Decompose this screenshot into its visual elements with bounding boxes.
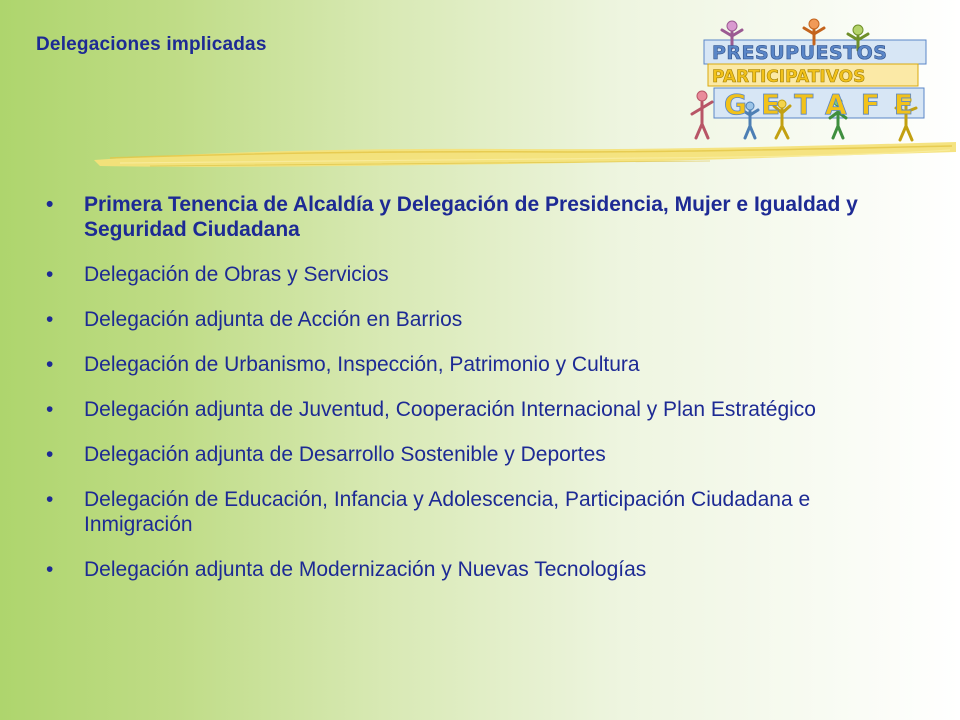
list-item-text: Delegación de Educación, Infancia y Adolescencia, Participación Ciudadana e Inmigración	[84, 488, 811, 536]
bullet-icon: •	[46, 308, 54, 331]
svg-text:PARTICIPATIVOS: PARTICIPATIVOS	[712, 67, 866, 87]
decorative-brush-stroke	[90, 138, 960, 178]
list-item-text: Delegación de Urbanismo, Inspección, Patrimonio y Cultura	[84, 353, 640, 376]
bullet-icon: •	[46, 558, 54, 581]
slide-title: Delegaciones implicadas	[36, 34, 267, 55]
list-item	[46, 397, 906, 422]
presupuestos-participativos-logo	[680, 14, 948, 146]
svg-text:GETAFE: GETAFE	[724, 88, 927, 121]
delegations-list	[46, 192, 906, 602]
list-item	[46, 442, 906, 467]
list-item-text: Primera Tenencia de Alcaldía y Delegación de Presidencia, Mujer e Igualdad y Seguridad Ciudadana	[84, 193, 858, 241]
list-item	[46, 557, 906, 582]
list-item-text: Delegación adjunta de Acción en Barrios	[84, 308, 463, 331]
list-item-text: Delegación de Obras y Servicios	[84, 263, 389, 286]
list-item	[46, 262, 906, 287]
svg-text:PRESUPUESTOS: PRESUPUESTOS	[712, 42, 888, 64]
list-item	[46, 307, 906, 332]
bullet-icon: •	[46, 193, 54, 216]
list-item	[46, 192, 906, 242]
list-item	[46, 487, 906, 537]
bullet-icon: •	[46, 488, 54, 511]
list-item-text: Delegación adjunta de Desarrollo Sostenible y Deportes	[84, 443, 606, 466]
list-item	[46, 352, 906, 377]
bullet-icon: •	[46, 443, 54, 466]
bullet-icon: •	[46, 353, 54, 376]
list-item-text: Delegación adjunta de Modernización y Nuevas Tecnologías	[84, 558, 647, 581]
bullet-icon: •	[46, 263, 54, 286]
list-item-text: Delegación adjunta de Juventud, Cooperación Internacional y Plan Estratégico	[84, 398, 816, 421]
bullet-icon: •	[46, 398, 54, 421]
